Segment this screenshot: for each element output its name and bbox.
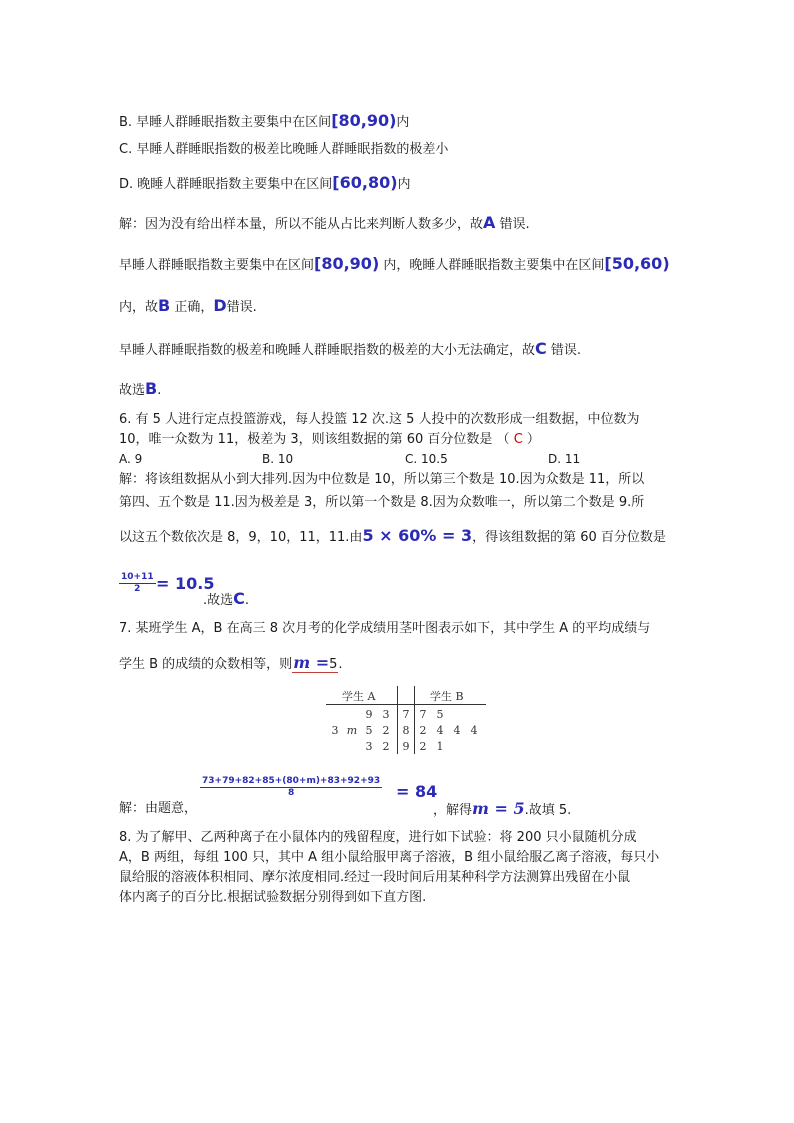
header-student-b: 学生 B [430, 690, 464, 703]
leaf-a: 5 [365, 724, 373, 737]
stem-divider-left [397, 686, 398, 754]
leaf-b: 4 [436, 724, 444, 737]
leaf-b: 2 [419, 740, 427, 753]
solution-text: 正确， [170, 300, 214, 315]
leaf-b: 2 [419, 724, 427, 737]
leaf-b: 4 [470, 724, 478, 737]
q7-stem-suffix: . [338, 657, 343, 672]
header-student-a: 学生 A [342, 690, 376, 703]
fraction-denominator: 8 [287, 788, 295, 798]
leaf-a: 3 [365, 740, 373, 753]
solution-text: 错误. [226, 300, 257, 315]
option-b-text: B. 早睡人群睡眠指数主要集中在区间 [119, 115, 332, 130]
q8-line-4: 体内离子的百分比.根据试验数据分别得到如下直方图. [119, 890, 427, 905]
variable-m: m = [293, 653, 330, 672]
fraction-numerator: 10+11 [121, 572, 154, 582]
q6-fraction [119, 572, 156, 595]
leaf-a: 2 [382, 724, 390, 737]
q6-solution-1: 解：将该组数据从小到大排列.因为中位数是 10，所以第三个数是 10.因为众数是 11，所以 [119, 472, 645, 487]
q7-solution-tail [433, 800, 571, 820]
q6-fraction-result: = 10.5 [156, 574, 215, 593]
q8-line-3: 鼠给服的溶液体积相同、摩尔浓度相同.经过一段时间后用某种科学方法测算出残留在小鼠 [119, 870, 631, 885]
q6-solution-text: 以这五个数依次是 8，9，10，11，11.由 [119, 530, 363, 545]
q6-solution-text: ，得该组数据的第 60 百分位数是 [472, 530, 666, 545]
interval-math: [80,90) [314, 254, 380, 273]
solution-line-2 [119, 255, 670, 275]
q6-stem-2 [119, 431, 540, 449]
q7-solution-label: 解：由题意， [119, 801, 198, 816]
answer-line [119, 380, 161, 400]
solution-line-3 [119, 297, 257, 317]
q7-fill-answer: 5 [329, 657, 338, 672]
leaf-a: 3 [382, 708, 390, 721]
q7-stem-1: 7. 某班学生 A，B 在高三 8 次月考的化学成绩用茎叶图表示如下，其中学生 A 的平均成绩与 [119, 621, 651, 636]
q7-solution-text: .故填 5. [524, 803, 572, 818]
q7-stem-text: 学生 B 的成绩的众数相等，则 [119, 657, 293, 672]
q6-solution-3 [119, 527, 666, 547]
q6-stem-text: ） [522, 432, 540, 447]
q6-answer: C [513, 432, 523, 447]
answer-suffix: . [244, 593, 250, 608]
solution-line-1 [119, 214, 530, 234]
q6-option-b: B. 10 [262, 452, 294, 466]
leaf-b: 1 [436, 740, 444, 753]
solution-text: 错误. [546, 343, 582, 358]
leaf-b: 7 [419, 708, 427, 721]
leaf-b: 5 [436, 708, 444, 721]
interval-math: [60,80) [332, 173, 398, 192]
leaf-b: 4 [453, 724, 461, 737]
option-d-suffix: 内 [397, 177, 411, 192]
q6-option-a: A. 9 [119, 452, 143, 466]
stem: 7 [402, 708, 410, 721]
leaf-a: 9 [365, 708, 373, 721]
q6-option-c: C. 10.5 [405, 452, 448, 466]
stem: 9 [402, 740, 410, 753]
option-b-suffix: 内 [396, 115, 410, 130]
option-letter: B [158, 296, 171, 315]
stem-leaf-plot [326, 686, 486, 756]
answer-label: .故选 [203, 593, 234, 608]
q6-options [119, 452, 679, 470]
solution-text: 内，晚睡人群睡眠指数主要集中在区间 [379, 258, 605, 273]
answer-letter: C [233, 589, 245, 608]
q7-stem-2 [119, 654, 343, 674]
option-d-line [119, 174, 411, 194]
q6-stem-text: 10，唯一众数为 11，极差为 3，则该组数据的第 60 百分位数是 （ [119, 432, 514, 447]
solution-text: 解：因为没有给出样本量，所以不能从占比来判断人数多少，故 [119, 217, 484, 232]
solution-text: 错误. [495, 217, 530, 232]
header-rule [326, 704, 486, 705]
solution-text: 早睡人群睡眠指数主要集中在区间 [119, 258, 315, 273]
q7-fraction-result: = 84 [396, 782, 438, 801]
percentile-math: 5 × 60% = 3 [362, 526, 473, 545]
m-value-math: m = 5 [472, 799, 525, 818]
q8-line-2: A，B 两组，每组 100 只，其中 A 组小鼠给服甲离子溶液，B 组小鼠给服乙离子溶液，每只小 [119, 850, 660, 865]
solution-text: 早睡人群睡眠指数的极差和晚睡人群睡眠指数的极差的大小无法确定，故 [119, 343, 536, 358]
q6-stem-1: 6. 有 5 人进行定点投篮游戏，每人投篮 12 次.这 5 人投中的次数形成一组数据，中位数为 [119, 412, 640, 427]
leaf-a: 3 [331, 724, 339, 737]
option-c-line: C. 早睡人群睡眠指数的极差比晚睡人群睡眠指数的极差小 [119, 142, 449, 157]
answer-suffix: . [157, 383, 162, 398]
stem-divider-right [414, 686, 415, 754]
q7-solution-text: ，解得 [433, 803, 473, 818]
stem: 8 [402, 724, 410, 737]
q6-solution-2: 第四、五个数是 11.因为极差是 3，所以第一个数是 8.因为众数唯一，所以第二个数是 9.所 [119, 495, 645, 510]
option-letter: A [483, 213, 496, 232]
answer-letter: B [145, 379, 158, 398]
option-b-line [119, 112, 409, 132]
q8-line-1: 8. 为了解甲、乙两种离子在小鼠体内的残留程度，进行如下试验：将 200 只小鼠随机分成 [119, 830, 637, 845]
interval-math: [50,60) [604, 254, 670, 273]
solution-text: 内，故 [119, 300, 159, 315]
leaf-a: m [346, 724, 358, 737]
q6-answer-line [203, 590, 249, 610]
leaf-a: 2 [382, 740, 390, 753]
option-letter: D [213, 296, 227, 315]
option-d-text: D. 晚睡人群睡眠指数主要集中在区间 [119, 177, 333, 192]
solution-line-4 [119, 340, 581, 360]
fraction-numerator: 73+79+82+85+(80+m)+83+92+93 [202, 776, 381, 786]
fraction-denominator: 2 [134, 584, 141, 594]
q6-option-d: D. 11 [548, 452, 581, 466]
option-letter: C [535, 339, 547, 358]
answer-label: 故选 [119, 383, 146, 398]
q7-fraction [200, 776, 382, 799]
interval-math: [80,90) [331, 111, 397, 130]
